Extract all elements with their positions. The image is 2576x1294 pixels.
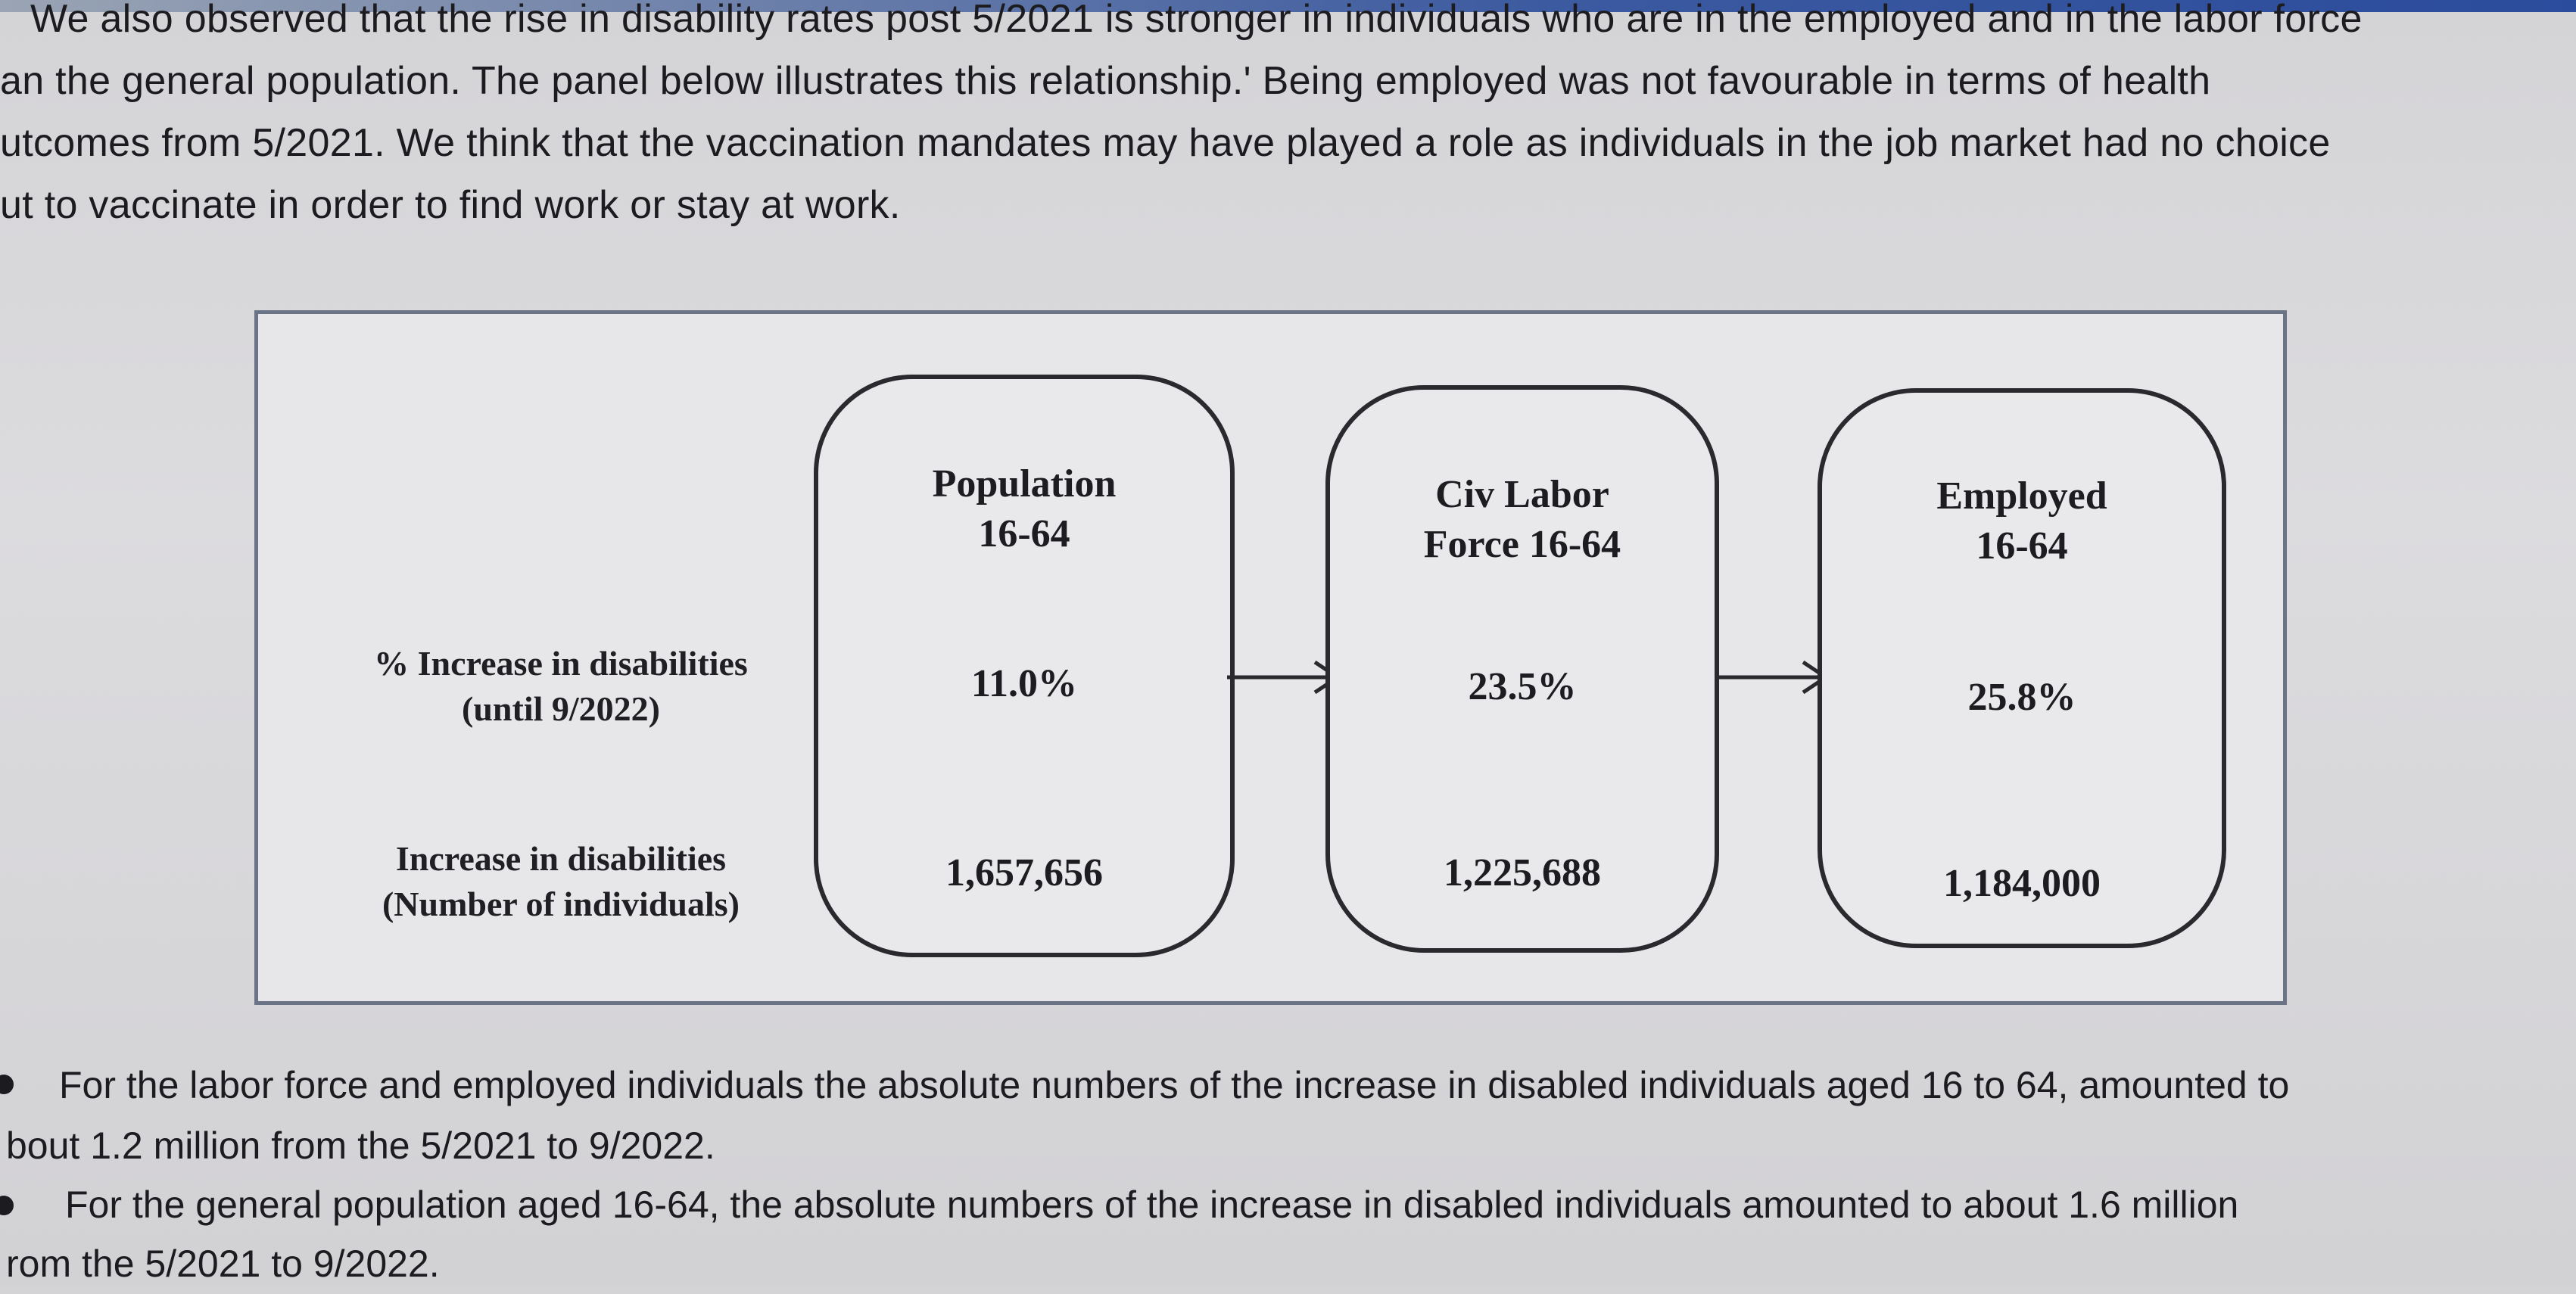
- employed-box: [1818, 388, 2226, 948]
- box-title-line: Civ Labor: [1435, 473, 1609, 516]
- bullet-icon: [0, 1075, 14, 1094]
- box-title-line: Employed: [1936, 474, 2107, 518]
- population-box: [814, 375, 1235, 957]
- bullet-line: bout 1.2 million from the 5/2021 to 9/2022.: [6, 1124, 715, 1167]
- intro-line: We also observed that the rise in disability rates post 5/2021 is stronger in individuals who are in the employed and in the labor force: [30, 0, 2363, 41]
- number-value: 1,184,000: [1943, 862, 2101, 905]
- row-label-number-increase: [281, 836, 841, 927]
- box-title-line: 16-64: [1976, 524, 2068, 568]
- box-title: [1822, 471, 2222, 571]
- row-label-line: % Increase in disabilities: [374, 644, 748, 683]
- box-title-line: Force 16-64: [1423, 523, 1621, 566]
- percent-value: 11.0%: [970, 662, 1078, 705]
- labor-force-box: [1325, 385, 1719, 953]
- row-label-line: (Number of individuals): [382, 885, 740, 923]
- row-label-percent-increase: [281, 641, 841, 732]
- intro-line: utcomes from 5/2021. We think that the vaccination mandates may have played a role as individuals in the job market had no choice: [0, 121, 2331, 165]
- comparison-panel: [254, 310, 2287, 1005]
- box-title: [1330, 470, 1715, 570]
- intro-line: ut to vaccinate in order to find work or stay at work.: [0, 183, 901, 227]
- bullet-line: rom the 5/2021 to 9/2022.: [6, 1243, 440, 1285]
- row-label-line: (until 9/2022): [462, 689, 660, 728]
- box-title-line: 16-64: [978, 512, 1070, 555]
- percent-value: 25.8%: [1967, 676, 2076, 719]
- intro-line: an the general population. The panel below illustrates this relationship.' Being employed was not favourable in terms of health: [0, 59, 2211, 103]
- percent-value: 23.5%: [1468, 665, 1577, 708]
- number-value: 1,225,688: [1444, 851, 1601, 894]
- bullet-icon: [0, 1196, 14, 1215]
- bullet-line: For the general population aged 16-64, the absolute numbers of the increase in disabled individuals amounted to about 1.6 million: [65, 1184, 2239, 1226]
- box-title-line: Population: [932, 462, 1117, 505]
- row-label-line: Increase in disabilities: [395, 839, 727, 878]
- number-value: 1,657,656: [945, 851, 1103, 894]
- box-title: [818, 459, 1230, 559]
- bullet-line: For the labor force and employed individuals the absolute numbers of the increase in disabled individuals aged 16 to 64, amounted to: [59, 1064, 2290, 1106]
